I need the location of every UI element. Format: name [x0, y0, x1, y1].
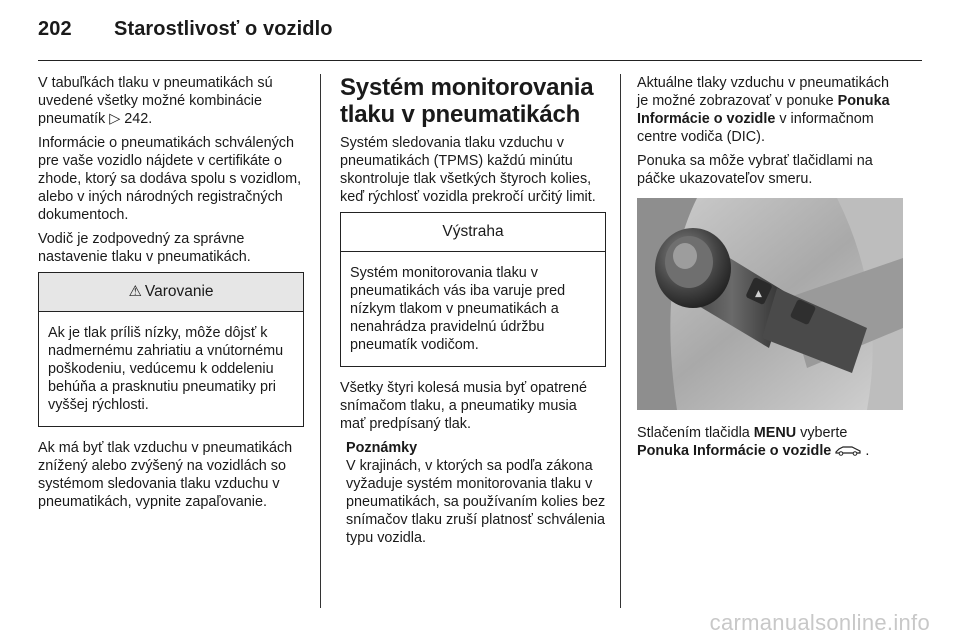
svg-text:▲: ▲ [755, 289, 762, 299]
car-icon [835, 443, 865, 459]
paragraph-tpms: Systém sledovania tlaku vzduchu v pneumatikách (TPMS) každú minútu skontroluje tlak všetkých štyroch kolies, keď rýchlosť vozidla prekročí určitý limit. [340, 135, 596, 205]
header-rule [38, 60, 922, 61]
column-divider-1 [320, 74, 321, 608]
column-3 [637, 74, 903, 466]
paragraph-driver-responsibility: Vodič je zodpovedný za správne nastavenie tlaku v pneumatikách. [38, 231, 251, 265]
page-reference: 242. [124, 111, 153, 127]
paragraph-menu-selection: Ponuka sa môže vybrať tlačidlami na páčke ukazovateľov smeru. [637, 153, 873, 187]
paragraph-sensors: Všetky štyri kolesá musia byť opatrené snímačom tlaku, a pneumatiky musia mať predpísaný tlak. [340, 380, 587, 432]
paragraph-tire-tables: V tabuľkách tlaku v pneumatikách sú uvedené všetky možné kombinácie pneumatík ▷ 242. [38, 75, 273, 127]
note-block [340, 439, 606, 547]
column-divider-2 [620, 74, 621, 608]
arrow-ref-icon: ▷ [109, 111, 121, 127]
section-heading: Systém monitorovania tlaku v pneumatikách [340, 74, 594, 128]
turn-signal-lever-photo [637, 198, 903, 410]
paragraph-tire-info: Informácie o pneumatikách schválených pre vaše vozidlo nájdete v certifikáte o zhode, ktorý sa dodáva spolu s vozidlom, alebo v iných národných registračných dokumentoch. [38, 135, 302, 223]
caution-body: Systém monitorovania tlaku v pneumatikách vás iba varuje pred nízkym tlakom v pneumatikách a nenahrádza pravidelnú údržbu pneumatík vodičom. [350, 265, 566, 353]
image-caption: Stlačením tlačidla MENU vyberte Ponuka Informácie o vozidle . [637, 425, 870, 459]
warning-box [38, 272, 304, 427]
caution-box [340, 212, 606, 367]
caption-menu-name: Ponuka Informácie o vozidle [637, 443, 832, 459]
menu-name: Ponuka Informácie o vozidle [637, 93, 890, 127]
paragraph-current-pressure: Aktuálne tlaky vzduchu v pneumatikách je možné zobrazovať v ponuke Ponuka Informácie o vozidle v informačnom centre vodiča (DIC). [637, 75, 890, 145]
warning-title: Varovanie [144, 283, 214, 300]
warning-header [39, 273, 303, 312]
column-1 [38, 74, 304, 517]
caution-header: Výstraha [341, 213, 605, 252]
menu-button-label: MENU [753, 425, 797, 441]
note-body: V krajinách, v ktorých sa podľa zákona vyžaduje systém monitorovania tlaku v pneumatikách, sa používaním kolies bez snímačov tlaku zruší platnosť schválenia typu vozidla. [346, 458, 606, 546]
watermark: carmanualsonline.info [709, 610, 930, 635]
paragraph-ignition: Ak má byť tlak vzduchu v pneumatikách znížený alebo zvýšený na vozidlách so systémom sledovania tlaku vzduchu v pneumatikách, vypnite zapaľovanie. [38, 440, 293, 510]
warning-triangle-icon: ⚠ [128, 283, 142, 300]
page-title: Starostlivosť o vozidlo [114, 18, 333, 40]
column-2 [340, 74, 606, 547]
warning-body: Ak je tlak príliš nízky, môže dôjsť k nadmernému zahriatiu a vnútornému poškodeniu, vedúcemu k oddeleniu behúňa a prasknutiu pneumatiky pri vyššej rýchlosti. [48, 325, 284, 413]
page-header [38, 18, 333, 41]
page-number: 202 [38, 18, 72, 40]
note-title: Poznámky [346, 440, 418, 456]
